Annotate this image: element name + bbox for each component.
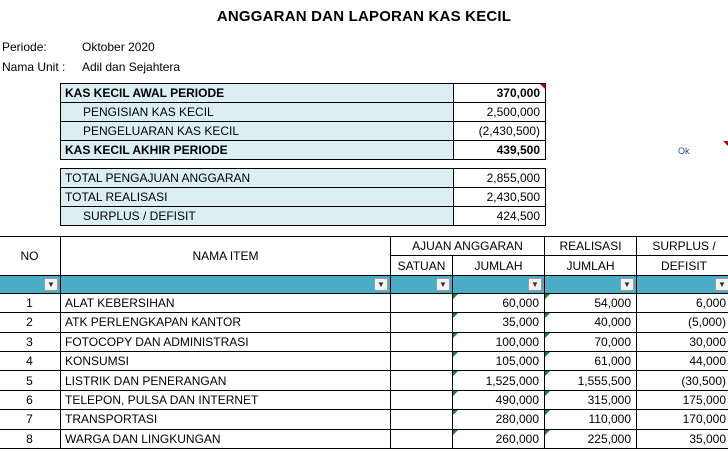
filter-cell-item <box>61 275 391 293</box>
row-item-cell[interactable]: KONSUMSI <box>61 351 391 370</box>
row-jumlah-cell[interactable]: 100,000 <box>453 332 545 351</box>
error-indicator-icon <box>545 391 550 396</box>
filter-dropdown-icon[interactable]: ▼ <box>620 278 634 291</box>
kas-akhir-value[interactable]: 439,500 <box>454 141 546 160</box>
row-no-cell[interactable]: 2 <box>0 313 61 332</box>
pengisian-label[interactable]: PENGISIAN KAS KECIL <box>61 103 454 122</box>
error-indicator-icon <box>453 391 458 396</box>
filter-row <box>0 275 728 293</box>
row-item-cell[interactable]: TRANSPORTASI <box>61 410 391 429</box>
surplus-defisit-row <box>61 207 546 226</box>
kas-awal-row <box>61 84 546 103</box>
row-satuan-cell[interactable] <box>391 371 453 390</box>
row-item-cell[interactable]: TELEPON, PULSA DAN INTERNET <box>61 390 391 409</box>
pengeluaran-row <box>61 122 546 141</box>
table-row <box>0 429 728 448</box>
table-row <box>0 332 728 351</box>
row-satuan-cell[interactable] <box>391 293 453 312</box>
row-satuan-cell[interactable] <box>391 313 453 332</box>
header-defisit[interactable]: DEFISIT <box>637 256 728 275</box>
error-indicator-icon <box>453 430 458 435</box>
row-surplus-cell[interactable]: 35,000 <box>637 429 728 448</box>
row-realisasi-cell[interactable]: 1,555,500 <box>545 371 637 390</box>
row-realisasi-cell[interactable]: 40,000 <box>545 313 637 332</box>
kas-akhir-row <box>61 141 546 160</box>
pengisian-value[interactable]: 2,500,000 <box>454 103 546 122</box>
error-indicator-icon <box>545 430 550 435</box>
error-indicator-icon <box>545 333 550 338</box>
row-no-cell[interactable]: 7 <box>0 410 61 429</box>
table-row <box>0 293 728 312</box>
table-row <box>0 371 728 390</box>
report-title: ANGGARAN DAN LAPORAN KAS KECIL <box>216 8 512 25</box>
filter-dropdown-icon[interactable]: ▼ <box>374 278 388 291</box>
kas-awal-value[interactable]: 370,000 <box>454 84 546 103</box>
total-pengajuan-value[interactable]: 2,855,000 <box>454 169 546 188</box>
total-realisasi-value[interactable]: 2,430,500 <box>454 188 546 207</box>
filter-cell-satuan <box>391 275 453 293</box>
row-realisasi-cell[interactable]: 225,000 <box>545 429 637 448</box>
kas-awal-label[interactable]: KAS KECIL AWAL PERIODE <box>61 84 454 103</box>
row-no-cell[interactable]: 4 <box>0 351 61 370</box>
row-surplus-cell[interactable]: 44,000 <box>637 351 728 370</box>
row-satuan-cell[interactable] <box>391 429 453 448</box>
row-item-cell[interactable]: WARGA DAN LINGKUNGAN <box>61 429 391 448</box>
header-nama-item[interactable]: NAMA ITEM <box>61 237 391 276</box>
table-row <box>0 410 728 429</box>
row-no-cell[interactable]: 5 <box>0 371 61 390</box>
row-surplus-cell[interactable]: (30,500) <box>637 371 728 390</box>
header-realisasi-jumlah[interactable]: JUMLAH <box>545 256 637 275</box>
error-indicator-icon <box>545 352 550 357</box>
header-realisasi[interactable]: REALISASI <box>545 237 637 256</box>
header-ajuan-anggaran[interactable]: AJUAN ANGGARAN <box>391 237 545 256</box>
table-row <box>0 313 728 332</box>
row-no-cell[interactable]: 8 <box>0 429 61 448</box>
budget-items-table <box>0 236 728 449</box>
budget-summary-table <box>60 168 546 226</box>
items-body <box>0 293 728 448</box>
row-realisasi-cell[interactable]: 70,000 <box>545 332 637 351</box>
total-pengajuan-label[interactable]: TOTAL PENGAJUAN ANGGARAN <box>61 169 454 188</box>
kas-akhir-label[interactable]: KAS KECIL AKHIR PERIODE <box>61 141 454 160</box>
row-surplus-cell[interactable]: 175,000 <box>637 390 728 409</box>
header-surplus[interactable]: SURPLUS / <box>637 237 728 256</box>
row-satuan-cell[interactable] <box>391 390 453 409</box>
filter-dropdown-icon[interactable]: ▼ <box>528 278 542 291</box>
kas-summary-table <box>60 83 546 160</box>
error-indicator-icon <box>453 333 458 338</box>
total-pengajuan-row <box>61 169 546 188</box>
pengeluaran-label[interactable]: PENGELUARAN KAS KECIL <box>61 122 454 141</box>
row-jumlah-cell[interactable]: 1,525,000 <box>453 371 545 390</box>
row-realisasi-cell[interactable]: 315,000 <box>545 390 637 409</box>
header-row-1 <box>0 237 728 256</box>
error-indicator-icon <box>453 410 458 415</box>
error-indicator-icon <box>545 294 550 299</box>
row-surplus-cell[interactable]: 6,000 <box>637 293 728 312</box>
header-satuan[interactable]: SATUAN <box>391 256 453 275</box>
row-jumlah-cell[interactable]: 60,000 <box>453 293 545 312</box>
header-jumlah[interactable]: JUMLAH <box>453 256 545 275</box>
surplus-defisit-label[interactable]: SURPLUS / DEFISIT <box>61 207 454 226</box>
row-surplus-cell[interactable]: 30,000 <box>637 332 728 351</box>
total-realisasi-row <box>61 188 546 207</box>
row-jumlah-cell[interactable]: 105,000 <box>453 351 545 370</box>
error-indicator-icon <box>453 371 458 376</box>
row-surplus-cell[interactable]: (5,000) <box>637 313 728 332</box>
row-jumlah-cell[interactable]: 280,000 <box>453 410 545 429</box>
row-no-cell[interactable]: 6 <box>0 390 61 409</box>
filter-dropdown-icon[interactable]: ▼ <box>436 278 450 291</box>
filter-cell-surplus <box>637 275 728 293</box>
pengisian-row <box>61 103 546 122</box>
row-jumlah-cell[interactable]: 260,000 <box>453 429 545 448</box>
filter-cell-jumlah <box>453 275 545 293</box>
row-no-cell[interactable]: 1 <box>0 293 61 312</box>
row-surplus-cell[interactable]: 170,000 <box>637 410 728 429</box>
row-realisasi-cell[interactable]: 110,000 <box>545 410 637 429</box>
error-indicator-icon <box>545 410 550 415</box>
row-no-cell[interactable]: 3 <box>0 332 61 351</box>
pengeluaran-value[interactable]: (2,430,500) <box>454 122 546 141</box>
error-indicator-icon <box>453 294 458 299</box>
row-satuan-cell[interactable] <box>391 351 453 370</box>
table-row <box>0 351 728 370</box>
header-no[interactable]: NO <box>0 237 61 276</box>
error-indicator-icon <box>545 371 550 376</box>
filter-cell-realisasi <box>545 275 637 293</box>
comment-indicator-icon <box>723 141 728 146</box>
filter-applied-icon[interactable]: ▼ <box>44 278 58 291</box>
ok-note: Ok <box>678 146 690 156</box>
row-item-cell[interactable]: ALAT KEBERSIHAN <box>61 293 391 312</box>
error-indicator-icon <box>545 313 550 318</box>
row-realisasi-cell[interactable]: 54,000 <box>545 293 637 312</box>
total-realisasi-label[interactable]: TOTAL REALISASI <box>61 188 454 207</box>
error-indicator-icon <box>453 313 458 318</box>
comment-indicator-icon <box>540 84 545 89</box>
table-row <box>0 390 728 409</box>
row-satuan-cell[interactable] <box>391 332 453 351</box>
error-indicator-icon <box>453 352 458 357</box>
unit-value[interactable]: Adil dan Sejahtera <box>82 60 181 74</box>
row-jumlah-cell[interactable]: 490,000 <box>453 390 545 409</box>
periode-value[interactable]: Oktober 2020 <box>82 40 155 54</box>
row-item-cell[interactable]: FOTOCOPY DAN ADMINISTRASI <box>61 332 391 351</box>
periode-label: Periode: <box>2 40 47 54</box>
unit-label: Nama Unit : <box>2 60 66 74</box>
row-item-cell[interactable]: ATK PERLENGKAPAN KANTOR <box>61 313 391 332</box>
row-item-cell[interactable]: LISTRIK DAN PENERANGAN <box>61 371 391 390</box>
filter-cell-no <box>0 275 61 293</box>
row-satuan-cell[interactable] <box>391 410 453 429</box>
row-jumlah-cell[interactable]: 35,000 <box>453 313 545 332</box>
filter-dropdown-icon[interactable]: ▼ <box>715 278 728 291</box>
row-realisasi-cell[interactable]: 61,000 <box>545 351 637 370</box>
surplus-defisit-value[interactable]: 424,500 <box>454 207 546 226</box>
